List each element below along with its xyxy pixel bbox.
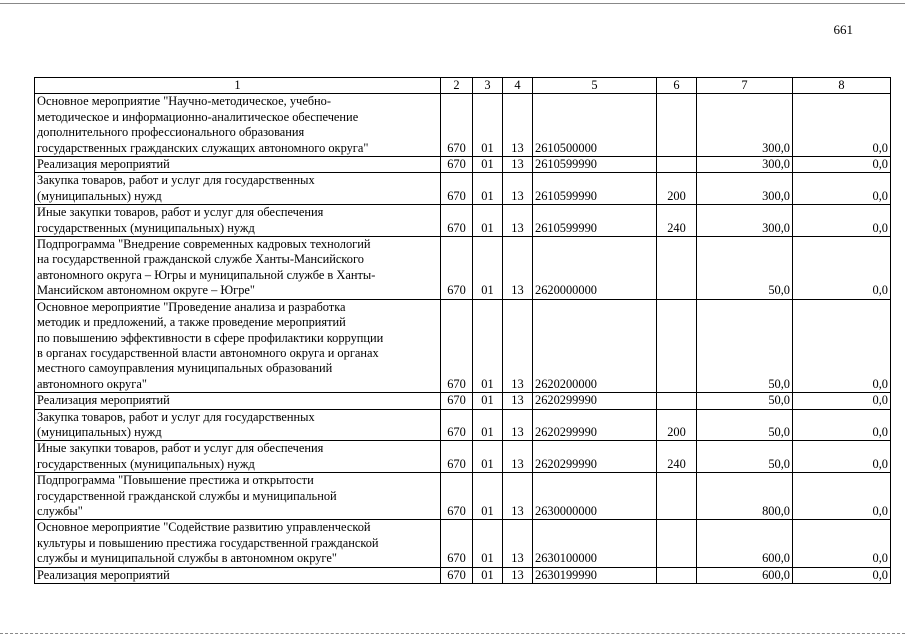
row-subsection-cell: 13 — [503, 237, 533, 300]
row-ministry-code-cell: 670 — [441, 393, 473, 409]
table-row — [35, 237, 891, 300]
row-amount-2-cell: 0,0 — [793, 299, 891, 392]
row-amount-2-cell: 0,0 — [793, 520, 891, 567]
table-row — [35, 299, 891, 392]
row-expense-type-cell — [657, 393, 697, 409]
row-amount-2-cell: 0,0 — [793, 567, 891, 583]
row-section-cell: 01 — [473, 205, 503, 237]
row-amount-cell: 800,0 — [697, 473, 793, 520]
row-expense-type-cell — [657, 157, 697, 173]
row-name-cell — [35, 441, 441, 473]
row-amount-2-cell: 0,0 — [793, 409, 891, 441]
row-subsection-cell: 13 — [503, 157, 533, 173]
table-row — [35, 473, 891, 520]
row-section-cell: 01 — [473, 299, 503, 392]
row-amount-cell: 50,0 — [697, 409, 793, 441]
row-target-article-cell: 2610599990 — [533, 205, 657, 237]
row-name-text: Реализация мероприятий — [37, 157, 170, 172]
row-ministry-code-cell: 670 — [441, 237, 473, 300]
row-name-text: Подпрограмма "Повышение престижа и открытости государственной гражданской службы и муниципальной службы" — [37, 473, 337, 518]
row-name-text: Закупка товаров, работ и услуг для государственных (муниципальных) нужд — [37, 409, 315, 439]
row-amount-2-cell: 0,0 — [793, 94, 891, 157]
row-amount-cell: 600,0 — [697, 520, 793, 567]
row-name-cell — [35, 473, 441, 520]
page-number: 661 — [833, 22, 853, 37]
header-cell-4: 4 — [503, 78, 533, 94]
row-expense-type-cell — [657, 567, 697, 583]
row-name-text: Подпрограмма "Внедрение современных кадровых технологий на государственной гражданской службе Ханты-Мансийского автономного округа – Югры и муниципальной службе в Ханты- Мансийском автономном округе – Югре" — [37, 237, 376, 298]
row-ministry-code-cell: 670 — [441, 157, 473, 173]
row-ministry-code-cell: 670 — [441, 520, 473, 567]
row-amount-cell: 50,0 — [697, 393, 793, 409]
row-ministry-code-cell: 670 — [441, 205, 473, 237]
row-target-article-cell: 2610599990 — [533, 157, 657, 173]
row-section-cell: 01 — [473, 94, 503, 157]
row-name-text: Основное мероприятие "Содействие развитию управленческой культуры и повышению престижа государственной гражданской службы и муниципальной службы в автономном округе" — [37, 520, 379, 566]
row-target-article-cell: 2610599990 — [533, 173, 657, 205]
table-row — [35, 94, 891, 157]
row-amount-cell: 300,0 — [697, 173, 793, 205]
row-expense-type-cell: 200 — [657, 173, 697, 205]
row-section-cell: 01 — [473, 441, 503, 473]
table-row — [35, 520, 891, 567]
row-name-cell — [35, 237, 441, 300]
row-subsection-cell: 13 — [503, 205, 533, 237]
row-expense-type-cell: 240 — [657, 205, 697, 237]
table-row — [35, 205, 891, 237]
row-ministry-code-cell: 670 — [441, 409, 473, 441]
row-ministry-code-cell: 670 — [441, 441, 473, 473]
row-name-cell — [35, 409, 441, 441]
header-cell-5: 5 — [533, 78, 657, 94]
row-expense-type-cell — [657, 473, 697, 520]
row-name-text: Закупка товаров, работ и услуг для государственных (муниципальных) нужд — [37, 173, 315, 203]
row-name-cell — [35, 94, 441, 157]
header-cell-8: 8 — [793, 78, 891, 94]
row-amount-cell: 50,0 — [697, 299, 793, 392]
row-expense-type-cell: 240 — [657, 441, 697, 473]
row-name-text: Основное мероприятие "Научно-методическое, учебно- методическое и информационно-аналитическое обеспечение дополнительного профессионального образования государственных гражданских служащих автономного округа" — [37, 94, 369, 155]
row-subsection-cell: 13 — [503, 173, 533, 205]
row-name-cell — [35, 173, 441, 205]
row-ministry-code-cell: 670 — [441, 173, 473, 205]
row-amount-2-cell: 0,0 — [793, 237, 891, 300]
table-row — [35, 409, 891, 441]
row-amount-cell: 50,0 — [697, 441, 793, 473]
row-ministry-code-cell: 670 — [441, 473, 473, 520]
row-amount-2-cell: 0,0 — [793, 393, 891, 409]
header-cell-2: 2 — [441, 78, 473, 94]
row-amount-cell: 600,0 — [697, 567, 793, 583]
row-name-text: Иные закупки товаров, работ и услуг для обеспечения государственных (муниципальных) нужд — [37, 205, 324, 235]
row-expense-type-cell: 200 — [657, 409, 697, 441]
row-ministry-code-cell: 670 — [441, 299, 473, 392]
row-section-cell: 01 — [473, 393, 503, 409]
row-expense-type-cell — [657, 94, 697, 157]
row-target-article-cell: 2620299990 — [533, 393, 657, 409]
row-amount-cell: 300,0 — [697, 157, 793, 173]
row-subsection-cell: 13 — [503, 473, 533, 520]
row-amount-cell: 300,0 — [697, 205, 793, 237]
row-subsection-cell: 13 — [503, 520, 533, 567]
row-expense-type-cell — [657, 520, 697, 567]
table-row — [35, 441, 891, 473]
row-name-cell — [35, 205, 441, 237]
row-subsection-cell: 13 — [503, 441, 533, 473]
header-row — [35, 78, 891, 94]
row-amount-cell: 300,0 — [697, 94, 793, 157]
row-target-article-cell: 2620000000 — [533, 237, 657, 300]
header-cell-7: 7 — [697, 78, 793, 94]
top-border-line — [0, 3, 905, 4]
row-amount-2-cell: 0,0 — [793, 473, 891, 520]
row-target-article-cell: 2620299990 — [533, 409, 657, 441]
row-section-cell: 01 — [473, 173, 503, 205]
row-section-cell: 01 — [473, 237, 503, 300]
row-subsection-cell: 13 — [503, 567, 533, 583]
row-name-text: Основное мероприятие "Проведение анализа и разработка методик и предложений, а также проведение мероприятий по повышению эффективности в сфере профилактики коррупции в органах государственной власти автономного округа и органах местного самоуправления муниципальных образований автономного округа" — [37, 299, 384, 391]
row-section-cell: 01 — [473, 567, 503, 583]
row-target-article-cell: 2620299990 — [533, 441, 657, 473]
row-name-cell — [35, 393, 441, 409]
budget-table — [34, 77, 891, 584]
table-row — [35, 567, 891, 583]
row-target-article-cell: 2630000000 — [533, 473, 657, 520]
header-cell-1: 1 — [35, 78, 441, 94]
row-amount-2-cell: 0,0 — [793, 173, 891, 205]
row-target-article-cell: 2630199990 — [533, 567, 657, 583]
row-amount-2-cell: 0,0 — [793, 205, 891, 237]
bottom-border-line — [0, 633, 905, 634]
row-target-article-cell: 2620200000 — [533, 299, 657, 392]
row-section-cell: 01 — [473, 409, 503, 441]
row-name-cell — [35, 157, 441, 173]
row-section-cell: 01 — [473, 520, 503, 567]
row-name-text: Иные закупки товаров, работ и услуг для обеспечения государственных (муниципальных) нужд — [37, 441, 324, 471]
row-section-cell: 01 — [473, 473, 503, 520]
row-subsection-cell: 13 — [503, 393, 533, 409]
row-section-cell: 01 — [473, 157, 503, 173]
row-subsection-cell: 13 — [503, 409, 533, 441]
table-row — [35, 173, 891, 205]
row-expense-type-cell — [657, 237, 697, 300]
row-amount-2-cell: 0,0 — [793, 441, 891, 473]
row-expense-type-cell — [657, 299, 697, 392]
row-name-cell — [35, 520, 441, 567]
row-name-cell — [35, 567, 441, 583]
row-target-article-cell: 2610500000 — [533, 94, 657, 157]
row-name-text: Реализация мероприятий — [37, 567, 170, 582]
row-name-text: Реализация мероприятий — [37, 393, 170, 408]
row-ministry-code-cell: 670 — [441, 567, 473, 583]
row-target-article-cell: 2630100000 — [533, 520, 657, 567]
table-row — [35, 157, 891, 173]
row-amount-cell: 50,0 — [697, 237, 793, 300]
table-row — [35, 393, 891, 409]
row-name-cell — [35, 299, 441, 392]
row-amount-2-cell: 0,0 — [793, 157, 891, 173]
header-cell-3: 3 — [473, 78, 503, 94]
row-ministry-code-cell: 670 — [441, 94, 473, 157]
row-subsection-cell: 13 — [503, 299, 533, 392]
table-body — [35, 94, 891, 584]
header-cell-6: 6 — [657, 78, 697, 94]
row-subsection-cell: 13 — [503, 94, 533, 157]
